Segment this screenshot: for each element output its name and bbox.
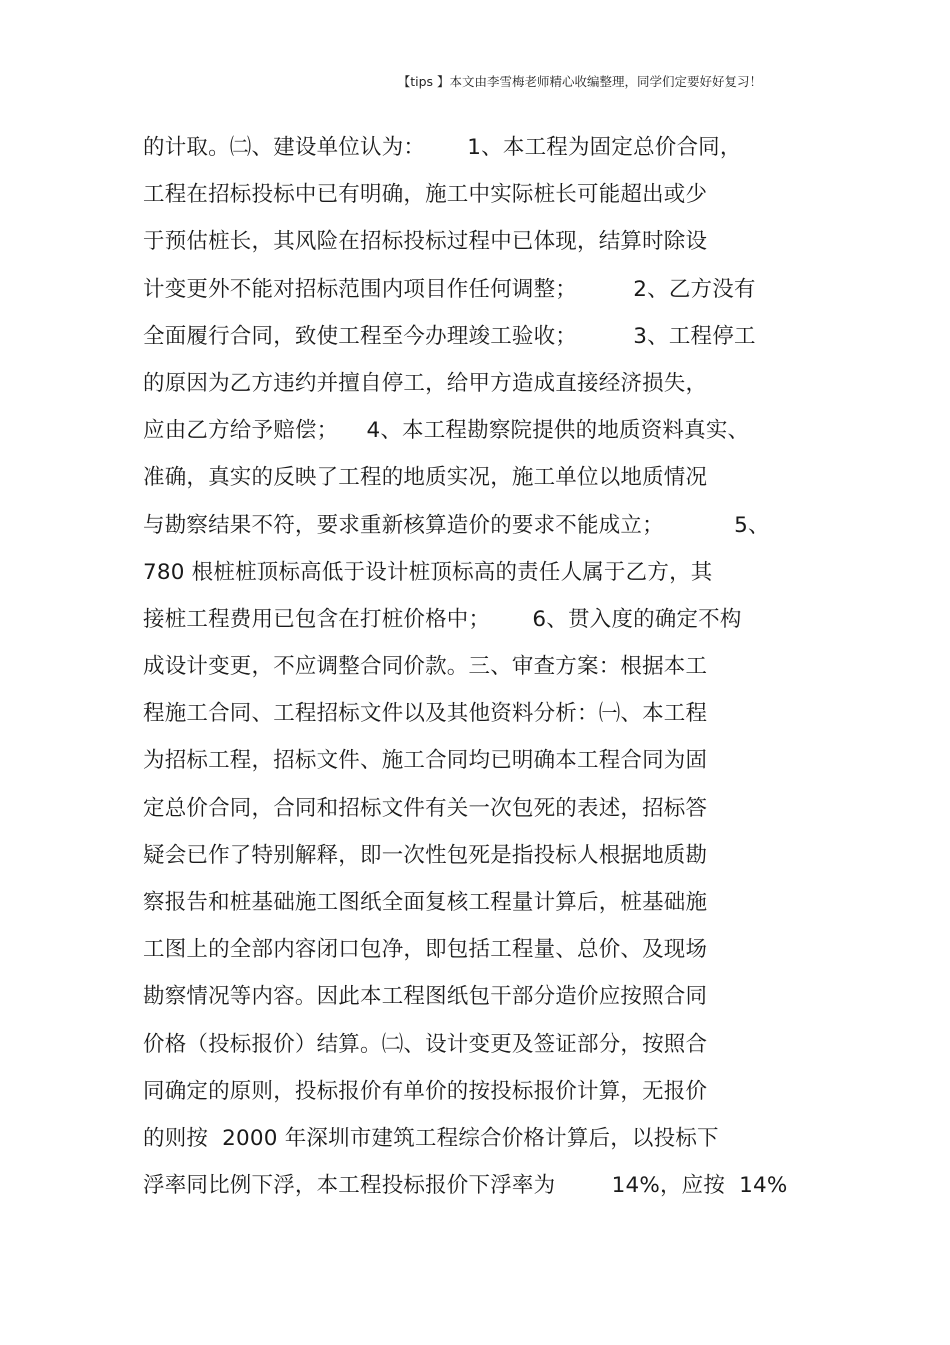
text-line: 程施工合同、工程招标文件以及其他资料分析：㈠、本工程 bbox=[143, 701, 708, 727]
document-body bbox=[143, 124, 843, 1209]
text-line: 于预估桩长，其风险在招标投标过程中已体现，结算时除设 bbox=[143, 229, 708, 255]
text-line: 工图上的全部内容闭口包净，即包括工程量、总价、及现场 bbox=[143, 937, 708, 963]
text-line: 应由乙方给予赔偿； 4、本工程勘察院提供的地质资料真实、 bbox=[143, 418, 750, 444]
text-line: 勘察情况等内容。因此本工程图纸包干部分造价应按照合同 bbox=[143, 984, 708, 1010]
text-line: 的计取。㈡、建设单位认为： 1、本工程为固定总价合同， bbox=[143, 135, 742, 160]
text-line: 同确定的原则，投标报价有单价的按投标报价计算，无报价 bbox=[143, 1078, 708, 1104]
text-line: 接桩工程费用已包含在打桩价格中； 6、贯入度的确定不构 bbox=[143, 606, 742, 632]
text-line: 全面履行合同，致使工程至今办理竣工验收； 3、工程停工 bbox=[143, 323, 756, 349]
text-line: 浮率同比例下浮，本工程投标报价下浮率为 14%，应按 14% bbox=[143, 1173, 788, 1199]
text-line: 计变更外不能对招标范围内项目作任何调整； 2、乙方没有 bbox=[143, 276, 756, 302]
text-line: 定总价合同，合同和招标文件有关一次包死的表述，招标答 bbox=[143, 795, 708, 821]
text-line: 的原因为乙方违约并擅自停工，给甲方造成直接经济损失， bbox=[143, 370, 708, 396]
text-line: 准确，真实的反映了工程的地质实况，施工单位以地质情况 bbox=[143, 465, 708, 491]
text-line: 成设计变更，不应调整合同价款。三、审查方案：根据本工 bbox=[143, 654, 708, 680]
text-line: 工程在招标投标中已有明确，施工中实际桩长可能超出或少 bbox=[143, 182, 708, 208]
text-line: 察报告和桩基础施工图纸全面复核工程量计算后，桩基础施 bbox=[143, 890, 708, 915]
text-line: 780 根桩桩顶标高低于设计桩顶标高的责任人属于乙方，其 bbox=[143, 559, 713, 585]
header-tip-note: 【tips 】本文由李雪梅老师精心收编整理，同学们定要好好复习！ bbox=[397, 74, 762, 89]
text-line: 疑会已作了特别解释，即一次性包死是指投标人根据地质勘 bbox=[143, 842, 708, 868]
text-line: 价格（投标报价）结算。㈡、设计变更及签证部分，按照合 bbox=[143, 1031, 708, 1057]
text-line: 与勘察结果不符，要求重新核算造价的要求不能成立； 5、 bbox=[143, 512, 770, 538]
text-line: 的则按 2000 年深圳市建筑工程综合价格计算后，以投标下 bbox=[143, 1125, 719, 1151]
text-line: 为招标工程，招标文件、施工合同均已明确本工程合同为固 bbox=[143, 748, 708, 774]
